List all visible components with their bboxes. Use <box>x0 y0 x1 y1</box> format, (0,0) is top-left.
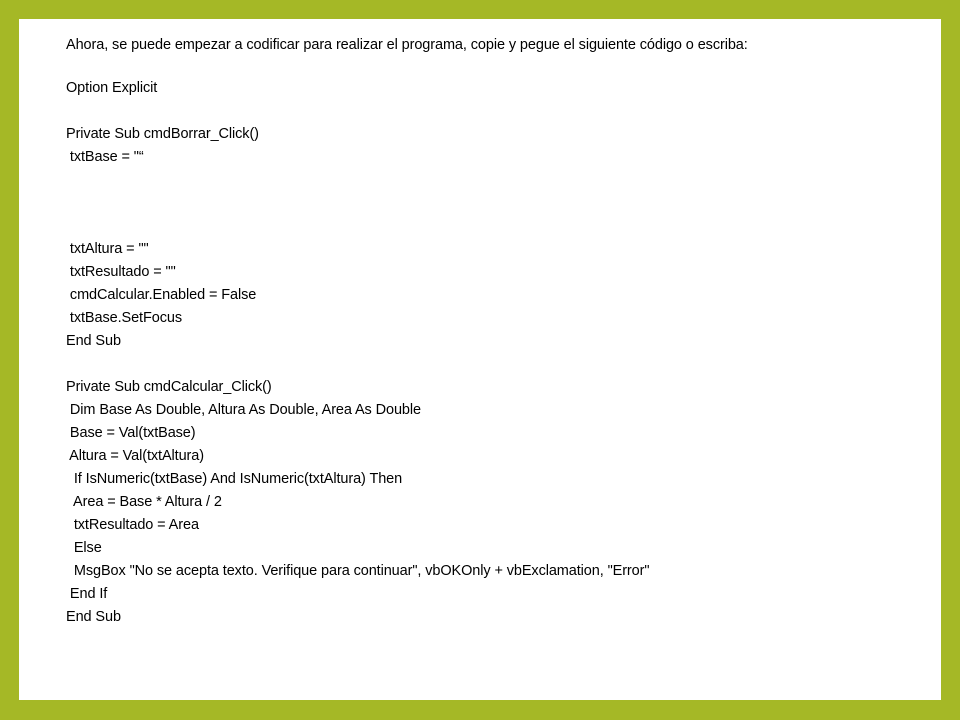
code-calcular-line-6: txtResultado = Area <box>66 517 199 533</box>
code-calcular-line-4: If IsNumeric(txtBase) And IsNumeric(txtAltura) Then <box>66 471 403 487</box>
code-borrar-sub-header: Private Sub cmdBorrar_Click() <box>66 126 259 142</box>
code-borrar-line-3: txtResultado = "" <box>66 264 176 280</box>
code-borrar-line-4: cmdCalcular.Enabled = False <box>66 287 257 303</box>
code-borrar-line-1: txtBase = "“ <box>66 149 144 165</box>
code-calcular-line-5: Area = Base * Altura / 2 <box>66 494 222 510</box>
code-calcular-sub-header: Private Sub cmdCalcular_Click() <box>66 379 272 395</box>
code-calcular-line-7: Else <box>66 540 102 556</box>
code-borrar-line-2: txtAltura = "" <box>66 241 149 257</box>
code-calcular-line-8: MsgBox "No se acepta texto. Verifique para continuar", vbOKOnly + vbExclamation, "Error" <box>66 563 650 579</box>
intro-text: Ahora, se puede empezar a codificar para realizar el programa, copie y pegue el siguiente código o escriba: <box>66 37 748 53</box>
code-calcular-line-3: Altura = Val(txtAltura) <box>66 448 204 464</box>
code-borrar-line-5: txtBase.SetFocus <box>66 310 182 326</box>
code-calcular-end-sub: End Sub <box>66 609 121 625</box>
code-borrar-end-sub: End Sub <box>66 333 121 349</box>
code-calcular-line-2: Base = Val(txtBase) <box>66 425 196 441</box>
code-calcular-line-9: End If <box>66 586 108 602</box>
code-option-explicit: Option Explicit <box>66 80 158 96</box>
code-calcular-line-1: Dim Base As Double, Altura As Double, Area As Double <box>66 402 421 418</box>
slide-panel <box>19 19 941 700</box>
